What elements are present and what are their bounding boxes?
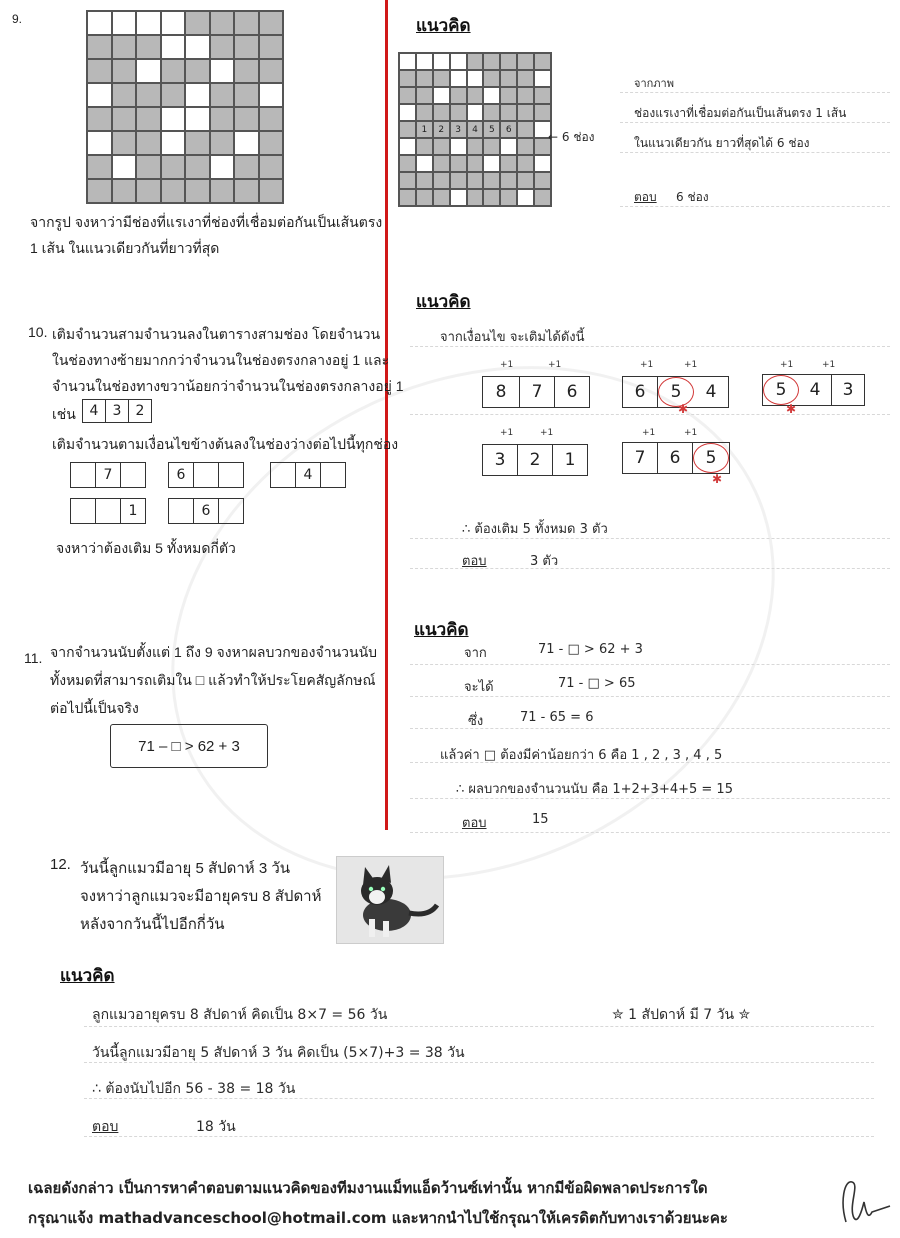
grid-cell (87, 107, 112, 131)
grid-cell (500, 104, 517, 121)
numbered-cell: 4 (467, 121, 484, 138)
grid-cell (210, 107, 235, 131)
grid-cell (500, 53, 517, 70)
grid-cell (185, 155, 210, 179)
grid-cell (517, 53, 534, 70)
solution-text: ลูกแมวอายุครบ 8 สัปดาห์ คิดเป็น 8×7 = 56 วัน (92, 1007, 388, 1023)
grid-cell (185, 59, 210, 83)
grid-cell (210, 131, 235, 155)
grid-cell (467, 172, 484, 189)
solution-header: แนวคิด (416, 292, 471, 312)
grid-cell (517, 87, 534, 104)
question-number: 10. (28, 324, 48, 340)
answer-box[interactable] (270, 462, 346, 488)
answer-box[interactable] (168, 498, 244, 524)
grid-cell (185, 83, 210, 107)
box-cell[interactable] (219, 499, 243, 523)
grid-cell (399, 189, 416, 206)
grid-cell (483, 172, 500, 189)
star-mark: ✱ (712, 472, 723, 486)
kitten-photo (336, 856, 444, 944)
grid-cell (467, 104, 484, 121)
grid-cell (136, 83, 161, 107)
grid-cell (450, 155, 467, 172)
grid-cell (467, 155, 484, 172)
arrow-annotation: +1 (500, 360, 514, 370)
question-text: วันนี้ลูกแมวมีอายุ 5 สัปดาห์ 3 วัน (80, 860, 291, 877)
grid-cell (483, 53, 500, 70)
numbered-cell: 1 (416, 121, 433, 138)
arrow-annotation: +1 (684, 428, 698, 438)
box-cell: 4 (83, 400, 106, 422)
grid-cell (136, 35, 161, 59)
grid-cell (467, 138, 484, 155)
grid-cell (450, 189, 467, 206)
grid-cell (483, 155, 500, 172)
grid-cell (210, 83, 235, 107)
grid-cell (399, 121, 416, 138)
grid-cell (161, 155, 186, 179)
grid-cell (234, 131, 259, 155)
grid-cell (210, 155, 235, 179)
solution-box (622, 442, 730, 474)
grid-cell (112, 107, 137, 131)
grid-cell (161, 107, 186, 131)
grid-cell (517, 189, 534, 206)
answer-box[interactable] (168, 462, 244, 488)
grid-cell (534, 87, 551, 104)
solution-label: ซึ่ง (468, 714, 484, 729)
arrow-label: ← 6 ช่อง (548, 130, 595, 144)
grid-cell (161, 59, 186, 83)
grid-cell (234, 11, 259, 35)
numbered-cell: 6 (500, 121, 517, 138)
solution-text: 71 - 65 = 6 (520, 710, 594, 725)
solution-box (482, 376, 590, 408)
grid-cell (450, 53, 467, 70)
grid-cell (467, 87, 484, 104)
grid-cell (517, 138, 534, 155)
arrow-annotation: +1 (500, 428, 514, 438)
box-cell: 3 (106, 400, 129, 422)
question-text: จากจำนวนนับตั้งแต่ 1 ถึง 9 จงหาผลบวกของจำนวนนับ (50, 644, 378, 660)
footer-contact: กรุณาแจ้ง mathadvanceschool@hotmail.com และหากนำไปใช้กรุณาให้เครดิตกับทางเราด้วยนะคะ (28, 1209, 728, 1227)
arrow-annotation: +1 (684, 360, 698, 370)
grid-cell (416, 104, 433, 121)
grid-cell (433, 53, 450, 70)
grid-cell (517, 121, 534, 138)
grid-cell (517, 70, 534, 87)
grid-cell (433, 138, 450, 155)
box-cell: 4 (799, 375, 832, 405)
grid-cell (161, 11, 186, 35)
grid-cell (234, 35, 259, 59)
solution-text: ในแนวเดียวกัน ยาวที่สุดได้ 6 ช่อง (634, 136, 810, 150)
grid-cell (467, 70, 484, 87)
answer-value: 3 ตัว (530, 554, 559, 569)
grid-cell (185, 179, 210, 203)
solution-label: จาก (464, 646, 487, 661)
circled-cell: 5 (693, 443, 729, 473)
grid-cell (87, 131, 112, 155)
box-cell[interactable] (219, 463, 243, 487)
grid-cell (467, 189, 484, 206)
question-text: หลังจากวันนี้ไปอีกกี่วัน (80, 916, 225, 933)
grid-cell (534, 53, 551, 70)
box-cell: 2 (518, 445, 553, 475)
grid-cell (450, 70, 467, 87)
grid-cell (500, 70, 517, 87)
grid-cell (234, 83, 259, 107)
box-cell: 3 (483, 445, 518, 475)
solution-header: แนวคิด (60, 966, 115, 986)
grid-cell (399, 155, 416, 172)
grid-cell (399, 53, 416, 70)
solution-text: วันนี้ลูกแมวมีอายุ 5 สัปดาห์ 3 วัน คิดเป็น (5×7)+3 = 38 วัน (92, 1045, 465, 1061)
grid-cell (399, 70, 416, 87)
arrow-annotation: +1 (642, 428, 656, 438)
solution-box (622, 376, 729, 408)
grid-cell (210, 179, 235, 203)
grid-cell (483, 138, 500, 155)
star-mark: ✱ (678, 402, 689, 416)
circled-cell: 5 (658, 377, 694, 407)
grid-cell (399, 87, 416, 104)
grid-cell (433, 155, 450, 172)
numbered-cell: 2 (433, 121, 450, 138)
box-cell[interactable]: 7 (96, 463, 121, 487)
grid-cell (467, 53, 484, 70)
grid-cell (161, 131, 186, 155)
grid-cell (112, 59, 137, 83)
grid-cell (234, 107, 259, 131)
box-cell[interactable]: 6 (169, 463, 194, 487)
box-cell[interactable] (96, 499, 121, 523)
grid-cell (259, 155, 284, 179)
question-number: 9. (12, 12, 23, 26)
solution-text: ∴ ต้องนับไปอีก 56 - 38 = 18 วัน (92, 1081, 296, 1097)
grid-cell (136, 131, 161, 155)
grid-cell (433, 104, 450, 121)
question-text: ในช่องทางซ้ายมากกว่าจำนวนในช่องตรงกลางอยู่ 1 และ (52, 352, 390, 368)
grid-cell (136, 59, 161, 83)
grid-cell (500, 189, 517, 206)
grid-cell (416, 155, 433, 172)
grid-cell (259, 107, 284, 131)
arrow-annotation: +1 (540, 428, 554, 438)
grid-cell (112, 35, 137, 59)
box-cell: 6 (566, 382, 578, 402)
question-text: จงหาว่าต้องเติม 5 ทั้งหมดกี่ตัว (56, 540, 236, 556)
grid-cell (185, 11, 210, 35)
solution-text: 71 - □ > 65 (558, 676, 636, 691)
solution-note: ✮ 1 สัปดาห์ มี 7 วัน ✮ (612, 1007, 751, 1023)
grid-cell (136, 11, 161, 35)
answer-label: ตอบ (634, 190, 657, 204)
grid-cell (399, 104, 416, 121)
grid-cell (450, 138, 467, 155)
box-cell: 1 (564, 450, 576, 470)
box-cell: 6 (658, 443, 693, 473)
grid-cell (87, 83, 112, 107)
grid-cell (87, 155, 112, 179)
grid-cell (517, 172, 534, 189)
circled-cell: 5 (763, 375, 799, 405)
footer-disclaimer: เฉลยดังกล่าว เป็นการหาคำตอบตามแนวคิดของทีมงานแม็ทแอ็ดว้านซ์เท่านั้น หากมีข้อผิดพลาดประการใด (28, 1179, 708, 1197)
grid-cell (500, 138, 517, 155)
solution-text: 71 - □ > 62 + 3 (538, 642, 643, 657)
solution-text: ช่องแรเงาที่เชื่อมต่อกันเป็นเส้นตรง 1 เส้น (634, 106, 847, 120)
solution-header: แนวคิด (414, 620, 469, 640)
grid-cell (483, 104, 500, 121)
box-cell[interactable] (169, 499, 194, 523)
grid-cell (416, 172, 433, 189)
solution-label: จะได้ (464, 680, 494, 695)
arrow-annotation: +1 (640, 360, 654, 370)
box-cell: 3 (842, 380, 854, 400)
star-mark: ✱ (786, 402, 797, 416)
grid-cell (500, 155, 517, 172)
grid-cell (136, 179, 161, 203)
grid-cell (399, 138, 416, 155)
grid-cell (259, 83, 284, 107)
box-cell[interactable] (194, 463, 219, 487)
solution-text: จากภาพ (634, 77, 674, 90)
question-number: 12. (50, 856, 71, 873)
grid-cell (500, 172, 517, 189)
box-cell: 7 (623, 443, 658, 473)
box-cell[interactable] (71, 499, 96, 523)
grid-cell (259, 131, 284, 155)
box-cell[interactable]: 6 (194, 499, 219, 523)
grid-cell (517, 104, 534, 121)
grid-cell (87, 35, 112, 59)
question-text: 1 เส้น ในแนวเดียวกันที่ยาวที่สุด (30, 240, 220, 256)
grid-cell (450, 87, 467, 104)
grid-cell (136, 155, 161, 179)
solution-text: ∴ ต้องเติม 5 ทั้งหมด 3 ตัว (462, 522, 608, 537)
grid-cell (112, 11, 137, 35)
grid-cell (234, 155, 259, 179)
solution-grid (398, 52, 552, 207)
solution-text: แล้วค่า □ ต้องมีค่าน้อยกว่า 6 คือ 1 , 2 , 3 , 4 , 5 (440, 748, 723, 763)
example-label: เช่น (52, 406, 76, 422)
numbered-cell: 5 (483, 121, 500, 138)
grid-cell (433, 172, 450, 189)
grid-cell (534, 155, 551, 172)
answer-label: ตอบ (462, 554, 487, 569)
solution-text: ∴ ผลบวกของจำนวนนับ คือ 1+2+3+4+5 = 15 (456, 782, 733, 797)
grid-cell (210, 35, 235, 59)
grid-cell (483, 70, 500, 87)
box-cell[interactable] (71, 463, 96, 487)
answer-box[interactable] (70, 498, 146, 524)
answer-value: 18 วัน (196, 1119, 236, 1135)
grid-cell (259, 59, 284, 83)
box-cell: 8 (483, 377, 520, 407)
grid-cell (450, 172, 467, 189)
box-cell: 4 (705, 382, 717, 402)
grid-cell (87, 179, 112, 203)
grid-cell (534, 104, 551, 121)
box-cell[interactable] (121, 463, 145, 487)
answer-value: 15 (532, 812, 549, 827)
grid-cell (234, 59, 259, 83)
answer-value: 6 ช่อง (676, 190, 709, 204)
question-text: จงหาว่าลูกแมวจะมีอายุครบ 8 สัปดาห์ (80, 888, 322, 905)
grid-cell (112, 179, 137, 203)
grid-cell (161, 179, 186, 203)
grid-cell (433, 87, 450, 104)
box-cell[interactable] (271, 463, 296, 487)
grid-cell (161, 83, 186, 107)
solution-box (762, 374, 865, 406)
solution-text: จากเงื่อนไข จะเติมได้ดังนี้ (440, 330, 585, 345)
grid-cell (416, 138, 433, 155)
solution-header: แนวคิด (416, 16, 471, 36)
solution-box (482, 444, 588, 476)
grid-cell (399, 172, 416, 189)
question-text: จากรูป จงหาว่ามีช่องที่แรเงาที่ช่องที่เชื่อมต่อกันเป็นเส้นตรง (30, 214, 383, 230)
grid-cell (450, 104, 467, 121)
grid-cell (234, 179, 259, 203)
grid-cell (433, 70, 450, 87)
grid-cell (433, 189, 450, 206)
box-cell[interactable]: 4 (296, 463, 321, 487)
box-cell: 7 (520, 377, 555, 407)
question-text: ต่อไปนี้เป็นจริง (50, 700, 139, 716)
arrow-annotation: +1 (822, 360, 836, 370)
answer-label: ตอบ (92, 1119, 119, 1135)
grid-cell (500, 87, 517, 104)
numbered-cell: 3 (450, 121, 467, 138)
grid-cell (210, 11, 235, 35)
grid-cell (112, 155, 137, 179)
grid-cell (483, 87, 500, 104)
grid-cell (87, 59, 112, 83)
box-cell: 6 (623, 377, 658, 407)
grid-cell (112, 131, 137, 155)
grid-cell (185, 131, 210, 155)
grid-cell (534, 70, 551, 87)
shaded-grid (86, 10, 284, 204)
question-number: 11. (24, 650, 43, 666)
grid-cell (534, 172, 551, 189)
question-text: เติมจำนวนสามจำนวนลงในตารางสามช่อง โดยจำนวน (52, 326, 381, 342)
question-text: จำนวนในช่องทางขวาน้อยกว่าจำนวนในช่องตรงกลางอยู่ 1 (52, 378, 404, 394)
grid-cell (259, 179, 284, 203)
box-cell[interactable] (321, 463, 345, 487)
answer-box[interactable] (70, 462, 146, 488)
grid-cell (185, 35, 210, 59)
grid-cell (416, 87, 433, 104)
arrow-annotation: +1 (548, 360, 562, 370)
grid-cell (210, 59, 235, 83)
grid-cell (517, 155, 534, 172)
grid-cell (87, 11, 112, 35)
grid-cell (112, 83, 137, 107)
page-divider (385, 0, 388, 830)
grid-cell (259, 11, 284, 35)
grid-cell (416, 70, 433, 87)
grid-cell (259, 35, 284, 59)
answer-label: ตอบ (462, 816, 487, 831)
grid-cell (416, 189, 433, 206)
example-box (82, 399, 152, 423)
grid-cell (483, 189, 500, 206)
grid-cell (534, 189, 551, 206)
arrow-annotation: +1 (780, 360, 794, 370)
question-text: ทั้งหมดที่สามารถเติมใน □ แล้วทำให้ประโยคสัญลักษณ์ (50, 672, 376, 688)
box-cell[interactable]: 1 (128, 503, 138, 519)
box-cell: 2 (135, 403, 145, 419)
grid-cell (416, 53, 433, 70)
expression-box: 71 – □ > 62 + 3 (110, 724, 268, 768)
question-text: เติมจำนวนตามเงื่อนไขข้างต้นลงในช่องว่างต่อไปนี้ทุกช่อง (52, 436, 399, 452)
signature (834, 1172, 894, 1232)
grid-cell (136, 107, 161, 131)
grid-cell (161, 35, 186, 59)
grid-cell (185, 107, 210, 131)
